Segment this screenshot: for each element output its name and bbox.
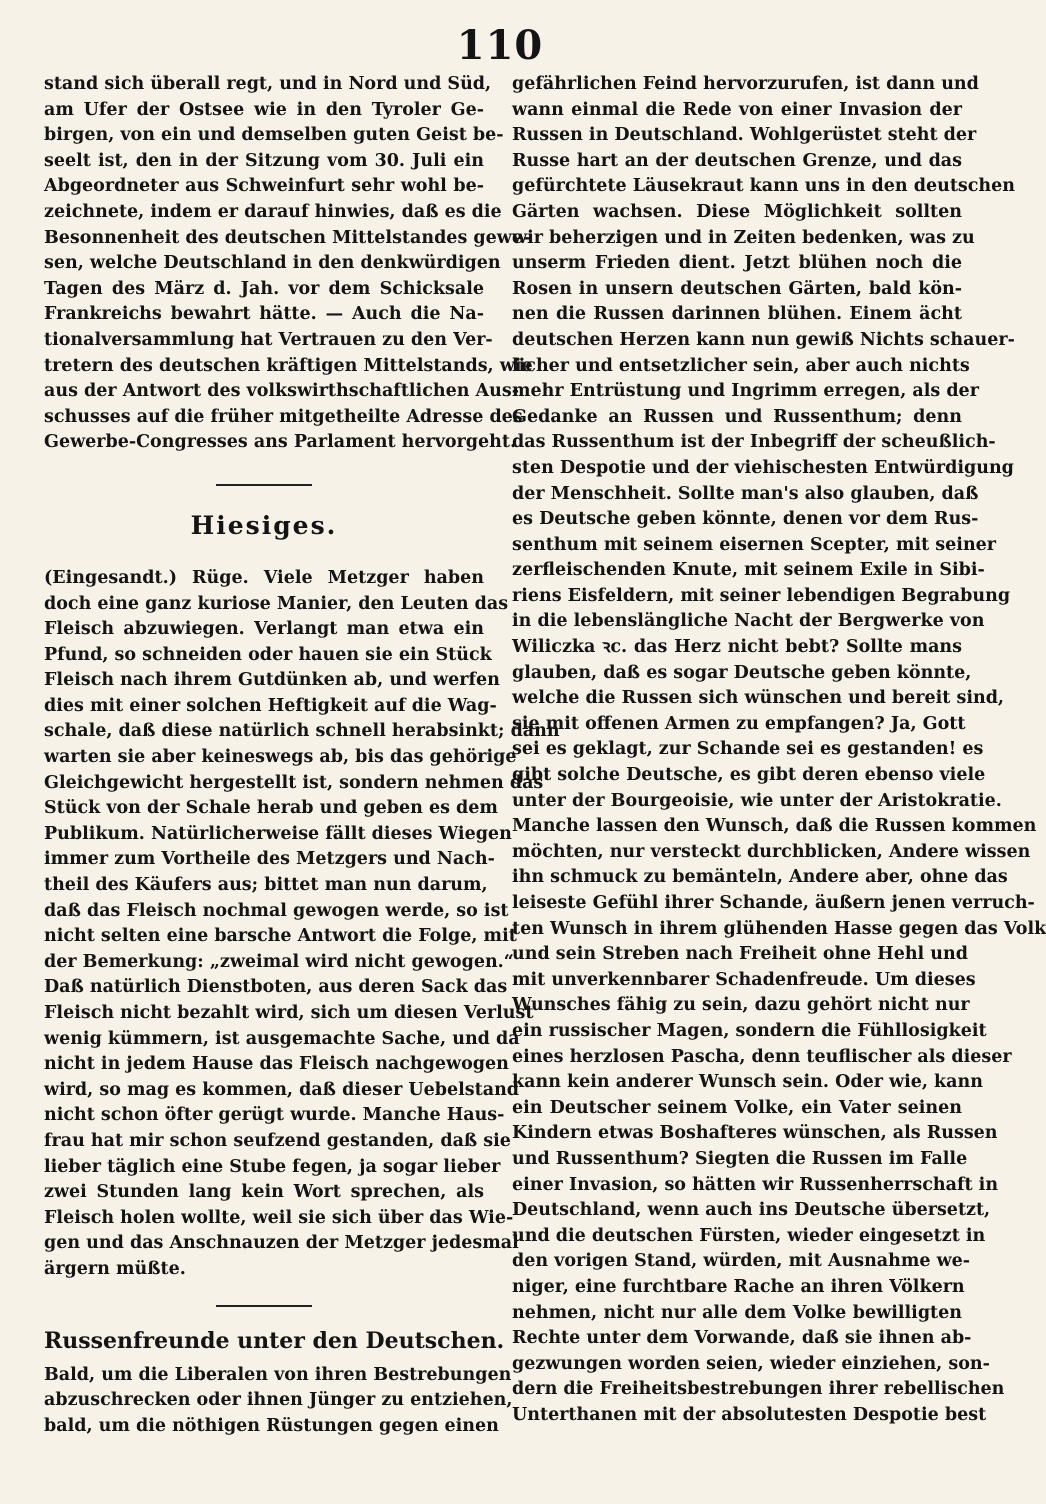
text-line: Rosen in unsern deutschen Gärten, bald kön- <box>512 278 962 299</box>
text-line: und sein Streben nach Freiheit ohne Hehl und <box>512 944 968 965</box>
text-line: ein Deutscher seinem Volke, ein Vater seinen <box>512 1097 962 1118</box>
text-line: bald, um die nöthigen Rüstungen gegen einen <box>44 1415 499 1436</box>
text-line: tionalversammlung hat Vertrauen zu den Ver- <box>44 329 493 350</box>
text-line: niger, eine furchtbare Rache an ihren Völkern <box>512 1276 965 1297</box>
text-line: ten Wunsch in ihrem glühenden Hasse gegen das Volk <box>512 918 1046 939</box>
text-line: Bald, um die Liberalen von ihren Bestrebungen <box>44 1364 512 1385</box>
text-line: Gleichgewicht hergestellt ist, sondern nehmen das <box>44 772 544 793</box>
text-line: es Deutsche geben könnte, denen vor dem Rus- <box>512 509 979 530</box>
text-line: mehr Entrüstung und Ingrimm erregen, als der <box>512 381 979 402</box>
text-line: Gärten wachsen. Diese Möglichkeit sollten <box>512 201 962 222</box>
page-number: 110 <box>456 22 544 69</box>
text-line: theil des Käufers aus; bittet man nun darum, <box>44 875 488 896</box>
text-line: nicht in jedem Hause das Fleisch nachgewogen <box>44 1054 509 1075</box>
text-line: nicht schon öfter gerügt wurde. Manche Haus- <box>44 1105 505 1126</box>
text-line: Pfund, so schneiden oder hauen sie ein Stück <box>44 644 492 665</box>
text-line: welche die Russen sich wünschen und bereit sind, <box>512 688 1005 709</box>
text-line: Deutschland, wenn auch ins Deutsche übersetzt, <box>512 1200 991 1221</box>
right-column <box>512 72 1046 1428</box>
text-line: wir beherzigen und in Zeiten bedenken, was zu <box>512 227 975 248</box>
text-line: nen die Russen darinnen blühen. Einem ächt <box>512 304 962 325</box>
text-line: Tagen des März d. Jah. vor dem Schicksale <box>44 278 484 299</box>
text-line: Wunsches fähig zu sein, dazu gehört nicht nur <box>512 995 970 1016</box>
text-line: Abgeordneter aus Schweinfurt sehr wohl be- <box>44 176 484 197</box>
text-line: schusses auf die früher mitgetheilte Adresse des <box>44 406 523 427</box>
text-line: warten sie aber keineswegs ab, bis das gehörige <box>44 747 517 768</box>
text-line: Unterthanen mit der absolutesten Despotie best <box>512 1404 987 1425</box>
text-line: sei es geklagt, zur Schande sei es gestanden! es <box>512 739 984 760</box>
text-line: zerfleischenden Knute, mit seinem Exile in Sibi- <box>512 560 985 581</box>
text-line: Fleisch nicht bezahlt wird, sich um diesen Verlust <box>44 1003 534 1023</box>
section-heading-hiesiges: Hiesiges. <box>190 510 338 540</box>
section-divider <box>216 1305 312 1307</box>
text-line: schale, daß diese natürlich schnell herabsinkt; dann <box>44 721 560 742</box>
text-line: das Russenthum ist der Inbegriff der scheußlich- <box>512 432 996 453</box>
text-line: glauben, daß es sogar Deutsche geben könnte, <box>512 662 972 683</box>
text-line: nicht selten eine barsche Antwort die Folge, mit <box>44 926 517 947</box>
text-line: wann einmal die Rede von einer Invasion der <box>512 99 962 120</box>
text-line: deutschen Herzen kann nun gewiß Nichts schauer- <box>512 329 1015 350</box>
article-russenfreunde-continued <box>512 72 1046 1428</box>
text-line: Fleisch abzuwiegen. Verlangt man etwa ein <box>44 619 484 640</box>
text-line: der Menschheit. Sollte man's also glauben, daß <box>512 483 979 504</box>
text-line: daß das Fleisch nochmal gewogen werde, so ist <box>44 900 509 921</box>
section-divider <box>216 484 312 486</box>
text-line: wenig kümmern, ist ausgemachte Sache, und da <box>44 1028 520 1049</box>
text-line: gefürchtete Läusekraut kann uns in den deutschen <box>512 176 1015 197</box>
text-line: Manche lassen den Wunsch, daß die Russen kommen <box>512 816 1037 837</box>
text-line: möchten, nur versteckt durchblicken, Andere wissen <box>512 841 1031 862</box>
article-heading-russenfreunde: Russenfreunde unter den Deutschen. <box>44 1327 505 1354</box>
text-line: seelt ist, den in der Sitzung vom 30. Juli ein <box>44 150 484 171</box>
text-line: sie mit offenen Armen zu empfangen? Ja, Gott <box>512 713 966 734</box>
text-line: Gedanke an Russen und Russenthum; denn <box>512 406 962 427</box>
text-line: (Eingesandt.) Rüge. Viele Metzger haben <box>44 567 484 588</box>
text-line: eines herzlosen Pascha, denn teuflischer als dieser <box>512 1046 1012 1067</box>
text-line: licher und entsetzlicher sein, aber auch nichts <box>512 355 970 376</box>
article-russenfreunde-start <box>44 1363 513 1440</box>
text-line: am Ufer der Ostsee wie in den Tyroler Ge- <box>44 99 484 120</box>
text-line: und die deutschen Fürsten, wieder eingesetzt in <box>512 1225 986 1246</box>
text-line: riens Eisfeldern, mit seiner lebendigen Begrabung <box>512 585 1011 606</box>
text-line: birgen, von ein und demselben guten Geist be- <box>44 125 504 146</box>
text-line: tretern des deutschen kräftigen Mittelstands, wie <box>44 355 533 376</box>
article-ruege <box>44 566 560 1283</box>
text-line: einer Invasion, so hätten wir Russenherrschaft in <box>512 1174 999 1195</box>
text-line: dern die Freiheitsbestrebungen ihrer rebellischen <box>512 1379 1005 1400</box>
text-line: dies mit einer solchen Heftigkeit auf die Wag- <box>44 695 497 716</box>
article-continuation <box>44 72 533 456</box>
text-line: zwei Stunden lang kein Wort sprechen, als <box>44 1182 484 1203</box>
text-line: stand sich überall regt, und in Nord und Süd, <box>44 74 492 94</box>
text-line: Frankreichs bewahrt hätte. — Auch die Na- <box>44 304 484 325</box>
text-line: kann kein anderer Wunsch sein. Oder wie, kann <box>512 1072 983 1093</box>
text-line: Russen in Deutschland. Wohlgerüstet steht der <box>512 125 977 146</box>
left-column <box>44 72 560 1439</box>
text-line: ein russischer Magen, sondern die Fühllosigkeit <box>512 1020 987 1041</box>
text-line: zeichnete, indem er darauf hinwies, daß es die <box>44 201 502 222</box>
text-line: ihn schmuck zu bemänteln, Andere aber, ohne das <box>512 867 1008 888</box>
text-line: und Russenthum? Siegten die Russen im Falle <box>512 1148 968 1169</box>
text-line: frau hat mir schon seufzend gestanden, daß sie <box>44 1130 511 1151</box>
text-line: mit unverkennbarer Schadenfreude. Um dieses <box>512 969 976 990</box>
text-line: gen und das Anschnauzen der Metzger jedesmal <box>44 1233 519 1254</box>
text-line: Gewerbe-Congresses ans Parlament hervorgeht. <box>44 432 517 453</box>
text-line: unserm Frieden dient. Jetzt blühen noch die <box>512 253 962 274</box>
text-line: aus der Antwort des volkswirthschaftlichen Aus- <box>44 381 519 402</box>
text-line: doch eine ganz kuriose Manier, den Leuten das <box>44 593 509 614</box>
text-line: der Bemerkung: „zweimal wird nicht gewogen.“ <box>44 951 514 972</box>
text-line: Publikum. Natürlicherweise fällt dieses Wiegen <box>44 823 512 844</box>
text-line: immer zum Vortheile des Metzgers und Nach- <box>44 849 495 870</box>
text-line: Fleisch nach ihrem Gutdünken ab, und werfen <box>44 670 500 691</box>
text-line: abzuschrecken oder ihnen Jünger zu entziehen, <box>44 1390 513 1411</box>
text-line: den vorigen Stand, würden, mit Ausnahme we- <box>512 1251 971 1272</box>
text-line: sen, welche Deutschland in den denkwürdigen <box>44 253 501 274</box>
text-line: gezwungen worden seien, wieder einziehen, son- <box>512 1353 990 1374</box>
text-line: lieber täglich eine Stube fegen, ja sogar lieber <box>44 1156 501 1177</box>
text-line: leiseste Gefühl ihrer Schande, äußern jenen verruch- <box>512 893 1035 913</box>
text-line: Rechte unter dem Vorwande, daß sie ihnen ab- <box>512 1328 972 1349</box>
text-line: wird, so mag es kommen, daß dieser Uebelstand <box>44 1079 520 1100</box>
text-line: Russe hart an der deutschen Grenze, und das <box>512 150 962 171</box>
text-line: ärgern müßte. <box>44 1258 186 1279</box>
text-line: sten Despotie und der viehischesten Entwürdigung <box>512 457 1014 478</box>
text-line: nehmen, nicht nur alle dem Volke bewilligten <box>512 1302 962 1323</box>
text-line: gibt solche Deutsche, es gibt deren ebenso viele <box>512 765 986 786</box>
text-line: Daß natürlich Dienstboten, aus deren Sack das <box>44 977 508 998</box>
text-line: unter der Bourgeoisie, wie unter der Aristokratie. <box>512 790 1002 811</box>
text-line: Wiliczka ꝛc. das Herz nicht bebt? Sollte mans <box>512 637 962 658</box>
text-line: Stück von der Schale herab und geben es dem <box>44 798 498 819</box>
text-line: Besonnenheit des deutschen Mittelstandes gewe- <box>44 227 531 248</box>
text-line: gefährlichen Feind hervorzurufen, ist dann und <box>512 74 979 94</box>
text-line: Kindern etwas Boshafteres wünschen, als Russen <box>512 1123 998 1144</box>
text-line: senthum mit seinem eisernen Scepter, mit seiner <box>512 534 997 555</box>
text-line: Fleisch holen wollte, weil sie sich über das Wie- <box>44 1207 514 1228</box>
text-line: in die lebenslängliche Nacht der Bergwerke von <box>512 611 985 632</box>
